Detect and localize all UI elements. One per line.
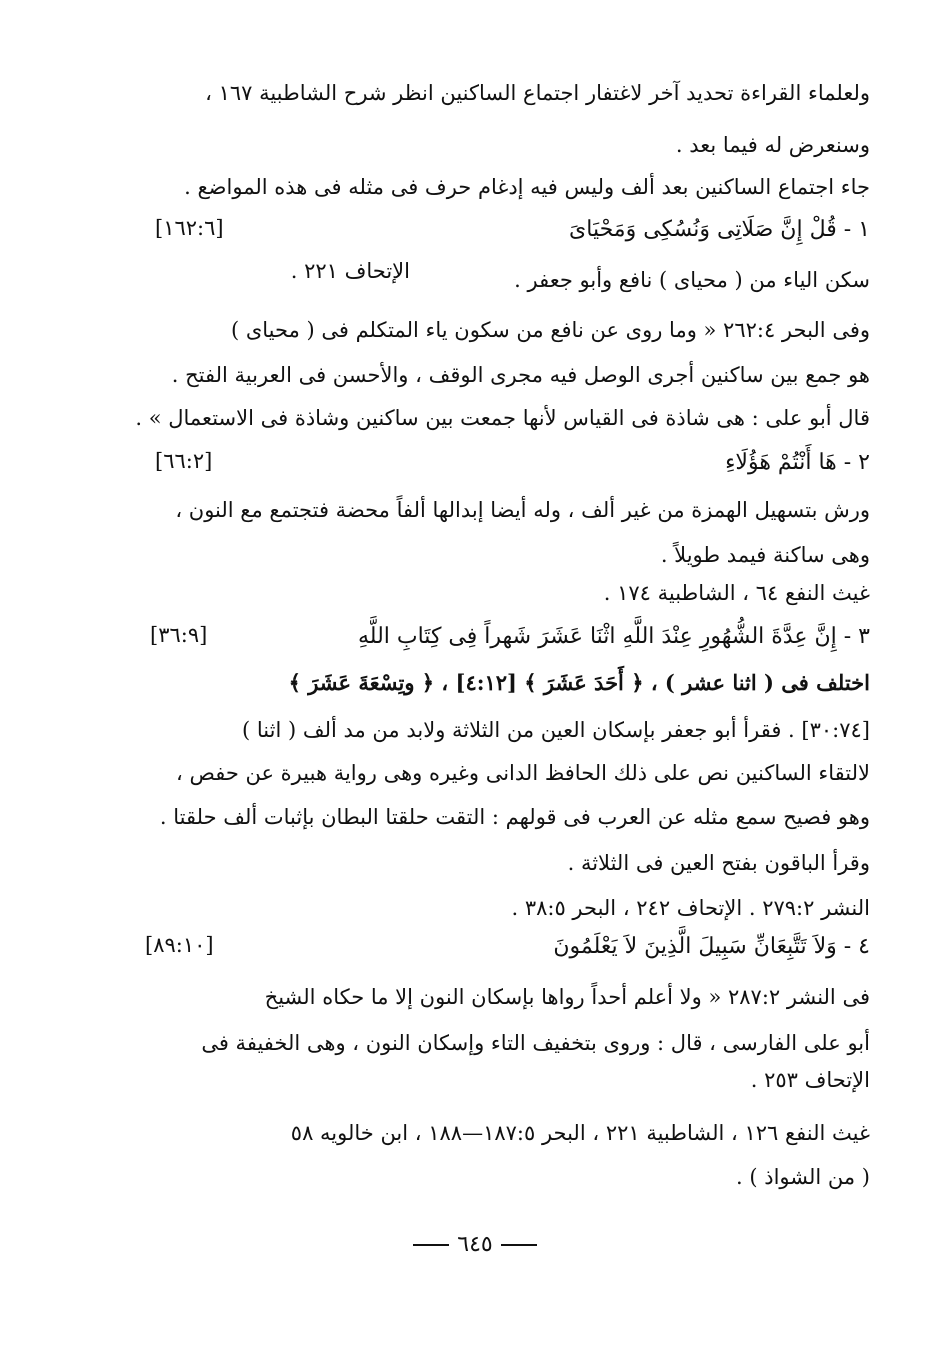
text-line: سكن الياء من ( محياى ) نافع وأبو جعفر . <box>514 268 870 292</box>
text-line: اختلف فى ( اثنا عشر ) ، ﴿ أَحَدَ عَشَرَ ﴾ [٤:١٢] ، ﴿ وتِسْعَةَ عَشَرَ ﴾ <box>288 670 870 695</box>
verse-reference: [١٦٢:٦] <box>155 216 224 240</box>
text-line: هو جمع بين ساكنين أجرى الوصل فيه مجرى الوقف ، والأحسن فى العربية الفتح . <box>171 363 870 387</box>
text-line: ورش بتسهيل الهمزة من غير ألف ، وله أيضا إبدالها ألفاً محضة فتجتمع مع النون ، <box>175 498 870 522</box>
verse-reference: [٦٦:٢] <box>155 449 213 473</box>
text-line: ( من الشواذ ) . <box>736 1165 870 1189</box>
text-line: وفى البحر ٢٦٢:٤ « وما روى عن نافع من سكون ياء المتكلم فى ( محياى ) <box>230 318 870 342</box>
page-number: ٦٤٥ <box>457 1232 493 1257</box>
text-line: جاء اجتماع الساكنين بعد ألف وليس فيه إدغام حرف فى مثله فى هذه المواضع . <box>184 175 870 199</box>
text-line: وهى ساكنة فيمد طويلاً . <box>660 543 870 567</box>
text-line: غيث النفع ١٢٦ ، الشاطبية ٢٢١ ، البحر ١٨٧:٥—١٨٨ ، ابن خالويه ٥٨ <box>290 1121 870 1145</box>
text-line: النشر ٢٧٩:٢ . الإتحاف ٢٤٢ ، البحر ٣٨:٥ . <box>511 896 870 920</box>
text-line: [٣٠:٧٤] . فقرأ أبو جعفر بإسكان العين من الثلاثة ولابد من مد ألف ( اثنا ) <box>242 718 870 742</box>
text-line: قال أبو على : هى شاذة فى القياس لأنها جمعت بين ساكنين وشاذة فى الاستعمال » . <box>135 406 870 430</box>
footer-dash <box>501 1244 537 1246</box>
text-line: غيث النفع ٦٤ ، الشاطبية ١٧٤ . <box>603 581 870 605</box>
text-line: الإتحاف ٢٥٣ . <box>750 1068 870 1092</box>
text-line: وسنعرض له فيما بعد . <box>675 133 870 157</box>
text-line: أبو على الفارسى ، قال : وروى بتخفيف التاء وإسكان النون ، وهى الخفيفة فى <box>201 1031 870 1055</box>
verse-line: ٤ - وَلاَ تَتَّبِعَانِّ سَبِيلَ الَّذِينَ لاَ يَعْلَمُونَ <box>553 934 870 959</box>
text-line: ولعلماء القراءة تحديد آخر لاغتفار اجتماع الساكنين انظر شرح الشاطبية ١٦٧ ، <box>205 81 870 105</box>
verse-line: ٢ - هَا أَنْتُمْ هَؤُلَاءِ <box>725 450 870 475</box>
text-line: فى النشر ٢٨٧:٢ « ولا أعلم أحداً رواها بإسكان النون إلا ما حكاه الشيخ <box>264 985 870 1009</box>
verse-line: ٣ - إِنَّ عِدَّةَ الشُّهُورِ عِنْدَ اللَّهِ اثْنَا عَشَرَ شَهراً فِى كِتَابِ اللَّهِ <box>358 624 870 649</box>
page-footer <box>0 1230 950 1260</box>
text-line: وهو فصيح سمع مثله عن العرب فى قولهم : التقت حلقتا البطان بإثبات ألف حلقتا . <box>159 805 870 829</box>
text-line: وقرأ الباقون بفتح العين فى الثلاثة . <box>567 851 870 875</box>
verse-line: ١ - قُلْ إِنَّ صَلَاتِى وَنُسُكِى وَمَحْيَاىَ <box>569 217 870 242</box>
verse-reference: [٨٩:١٠] <box>145 933 214 957</box>
text-line: لالتقاء الساكنين نص على ذلك الحافظ الدانى وغيره وهى رواية هبيرة عن حفص ، <box>176 761 870 785</box>
footer-dash <box>413 1244 449 1246</box>
verse-reference: [٣٦:٩] <box>150 623 208 647</box>
text-line: الإتحاف ٢٢١ . <box>290 259 410 283</box>
